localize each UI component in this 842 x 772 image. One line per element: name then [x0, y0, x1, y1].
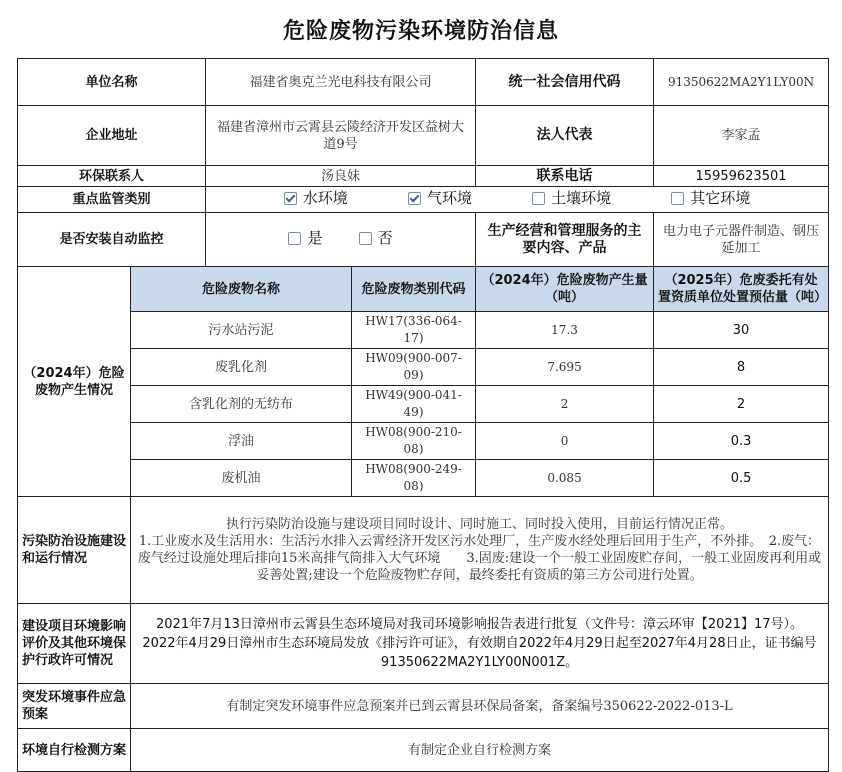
row-monitor-category — [18, 187, 829, 213]
eia-label: 建设项目环境影响评价及其他环境保护行政许可情况 — [18, 604, 131, 684]
waste-produced: 17.3 — [476, 312, 654, 349]
table-row — [18, 312, 829, 349]
row-unit-name — [18, 59, 829, 106]
monitor-category-label: 重点监管类别 — [18, 187, 206, 213]
waste-produced: 0 — [476, 423, 654, 460]
self-monitor-label: 环境自行检测方案 — [18, 729, 131, 772]
unit-name-label: 单位名称 — [18, 59, 206, 106]
row-address — [18, 106, 829, 166]
credit-code-label: 统一社会信用代码 — [476, 59, 654, 106]
business-label: 生产经营和管理服务的主要内容、产品 — [476, 213, 654, 267]
checkbox-other[interactable]: 其它环境 — [671, 190, 750, 207]
waste-estimate: 8 — [654, 349, 829, 386]
legal-rep-value: 李家孟 — [654, 106, 829, 166]
waste-name: 废机油 — [131, 460, 352, 497]
checkbox-unchecked-icon[interactable] — [288, 232, 301, 245]
checkbox-no[interactable]: 否 — [359, 230, 393, 247]
waste-name: 含乳化剂的无纺布 — [131, 386, 352, 423]
waste-code: HW08(900-210-08) — [352, 423, 476, 460]
waste-estimate: 0.3 — [654, 423, 829, 460]
waste-name: 污水站污泥 — [131, 312, 352, 349]
env-contact-label: 环保联系人 — [18, 166, 206, 187]
waste-name: 浮油 — [131, 423, 352, 460]
emergency-label: 突发环境事件应急预案 — [18, 684, 131, 729]
legal-rep-label: 法人代表 — [476, 106, 654, 166]
auto-monitor-label: 是否安装自动监控 — [18, 213, 206, 267]
checkbox-water[interactable]: 水环境 — [284, 190, 348, 207]
pollution-facilities-label: 污染防治设施建设和运行情况 — [18, 497, 131, 604]
table-row — [18, 423, 829, 460]
checkbox-unchecked-icon[interactable] — [359, 232, 372, 245]
auto-monitor-options — [206, 213, 476, 267]
checkbox-unchecked-icon[interactable] — [532, 192, 545, 205]
unit-name-value: 福建省奥克兰光电科技有限公司 — [206, 59, 476, 106]
waste-name: 废乳化剂 — [131, 349, 352, 386]
address-value: 福建省漳州市云霄县云陵经济开发区益树大道9号 — [206, 106, 476, 166]
waste-produced: 0.085 — [476, 460, 654, 497]
checkbox-yes[interactable]: 是 — [288, 230, 322, 247]
checkbox-soil[interactable]: 土壤环境 — [532, 190, 611, 207]
row-eia — [18, 604, 829, 684]
checkbox-unchecked-icon[interactable] — [671, 192, 684, 205]
waste-produced: 7.695 — [476, 349, 654, 386]
checkbox-checked-icon[interactable] — [408, 192, 421, 205]
waste-estimate: 30 — [654, 312, 829, 349]
pollution-facilities-text: 执行污染防治设施与建设项目同时设计、同时施工、同时投入使用，目前运行情况正常。 1.工业废水及生活用水：生活污水排入云霄经济开发区污水处理厂，生产废水经处理后回用于生产，不外排。 2.废气：废气经过设施处理后排向15米高排气筒排入大气环境 3.固废:建设一个一般工业固废贮存间，一般工业固废再利用或妥善处置;建设一个危险废物贮存间，最终委托有资质的第三方公司进行处置。 — [131, 497, 829, 604]
waste-header-produced: （2024年）危险废物产生量（吨） — [476, 267, 654, 312]
info-table — [17, 58, 829, 772]
row-self-monitor — [18, 729, 829, 772]
emergency-text: 有制定突发环境事件应急预案并已到云霄县环保局备案，备案编号350622-2022-013-L — [131, 684, 829, 729]
waste-code: HW49(900-041-49) — [352, 386, 476, 423]
waste-produced: 2 — [476, 386, 654, 423]
table-row — [18, 386, 829, 423]
business-value: 电力电子元器件制造、钢压延加工 — [654, 213, 829, 267]
waste-header-row — [18, 267, 829, 312]
credit-code-value: 91350622MA2Y1LY00N — [654, 59, 829, 106]
waste-code: HW09(900-007-09) — [352, 349, 476, 386]
waste-header-code: 危险废物类别代码 — [352, 267, 476, 312]
table-row — [18, 460, 829, 497]
monitor-category-options — [206, 187, 829, 213]
row-contact — [18, 166, 829, 187]
env-contact-value: 汤良妹 — [206, 166, 476, 187]
row-pollution-facilities — [18, 497, 829, 604]
waste-section-label: （2024年）危险废物产生情况 — [18, 267, 131, 497]
waste-estimate: 2 — [654, 386, 829, 423]
eia-text: 2021年7月13日漳州市云霄县生态环境局对我司环境影响报告表进行批复（文件号：漳云环审【2021】17号）。2022年4月29日漳州市生态环境局发放《排污许可证》，有效期自2022年4月29日起至2027年4月28日止，证书编号91350622MA2Y1LY00N001Z。 — [131, 604, 829, 684]
phone-label: 联系电话 — [476, 166, 654, 187]
checkbox-air[interactable]: 气环境 — [408, 190, 472, 207]
waste-header-name: 危险废物名称 — [131, 267, 352, 312]
checkbox-checked-icon[interactable] — [284, 192, 297, 205]
page-title: 危险废物污染环境防治信息 — [282, 19, 559, 44]
waste-code: HW08(900-249-08) — [352, 460, 476, 497]
self-monitor-text: 有制定企业自行检测方案 — [131, 729, 829, 772]
phone-value: 15959623501 — [654, 166, 829, 187]
address-label: 企业地址 — [18, 106, 206, 166]
table-row — [18, 349, 829, 386]
waste-header-estimate: （2025年）危废委托有处置资质单位处置预估量（吨） — [654, 267, 829, 312]
row-auto-monitor — [18, 213, 829, 267]
waste-code: HW17(336-064-17) — [352, 312, 476, 349]
waste-estimate: 0.5 — [654, 460, 829, 497]
row-emergency — [18, 684, 829, 729]
